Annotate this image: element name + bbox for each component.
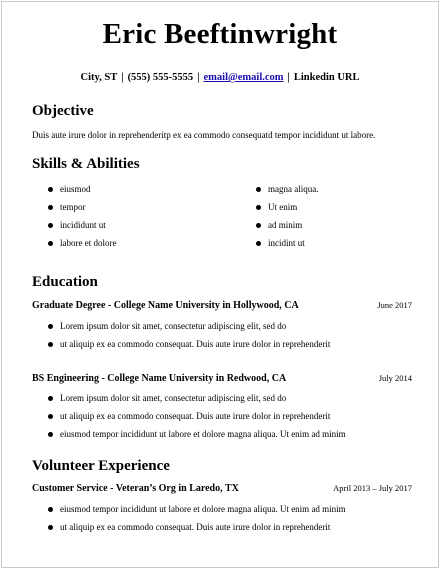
list-item: ad minim [240, 219, 420, 237]
contact-separator: | [197, 72, 200, 83]
list-item: eiusmod tempor incididunt ut labore et dolore magna aliqua. Ut enim ad minim [32, 503, 422, 521]
list-item: Lorem ipsum dolor sit amet, consectetur adipiscing elit, sed do [32, 392, 422, 410]
contact-email-link[interactable]: email@email.com [203, 72, 284, 83]
education-heading: BS Engineering - College Name University in Redwood, CA [32, 373, 287, 384]
contact-line [2, 72, 438, 83]
education-entry-1 [32, 300, 412, 311]
education-entry-2 [32, 373, 412, 384]
volunteer-title: Volunteer Experience [32, 458, 170, 474]
skills-list-right [240, 183, 420, 255]
list-item: tempor [32, 201, 232, 219]
contact-phone: (555) 555-5555 [127, 72, 194, 83]
list-item: labore et dolore [32, 237, 232, 255]
education-title: Education [32, 274, 98, 290]
education-1-bullets [32, 320, 422, 356]
resume-page [1, 1, 439, 568]
volunteer-heading: Customer Service - Veteran’s Org in Laredo, TX [32, 483, 239, 494]
volunteer-1-bullets [32, 503, 422, 539]
list-item: eiusmod tempor incididunt ut labore et dolore magna aliqua. Ut enim ad minim [32, 428, 422, 446]
education-heading: Graduate Degree - College Name University in Hollywood, CA [32, 300, 299, 311]
contact-separator: | [287, 72, 290, 83]
list-item: incididunt ut [32, 219, 232, 237]
objective-title: Objective [32, 103, 94, 119]
skills-title: Skills & Abilities [32, 156, 140, 172]
list-item: incidint ut [240, 237, 420, 255]
education-date: June 2017 [377, 300, 412, 310]
candidate-name: Eric Beeftinwright [102, 18, 338, 50]
list-item: magna aliqua. [240, 183, 420, 201]
contact-location: City, ST [80, 72, 118, 83]
contact-separator: | [121, 72, 124, 83]
volunteer-date: April 2013 – July 2017 [333, 483, 412, 493]
education-date: July 2014 [378, 373, 412, 383]
list-item: ut aliquip ex ea commodo consequat. Duis aute irure dolor in reprehenderit [32, 521, 422, 539]
list-item: ut aliquip ex ea commodo consequat. Duis aute irure dolor in reprehenderit [32, 338, 422, 356]
education-2-bullets [32, 392, 422, 446]
list-item: eiusmod [32, 183, 232, 201]
list-item: ut aliquip ex ea commodo consequat. Duis aute irure dolor in reprehenderit [32, 410, 422, 428]
volunteer-entry-1 [32, 483, 412, 494]
objective-text: Duis aute irure dolor in reprehenderitp ex ea commodo consequatd tempor incididunt ut labore. [32, 130, 376, 140]
skills-list-left [32, 183, 232, 255]
contact-linkedin: Linkedin URL [293, 72, 360, 83]
list-item: Lorem ipsum dolor sit amet, consectetur adipiscing elit, sed do [32, 320, 422, 338]
list-item: Ut enim [240, 201, 420, 219]
